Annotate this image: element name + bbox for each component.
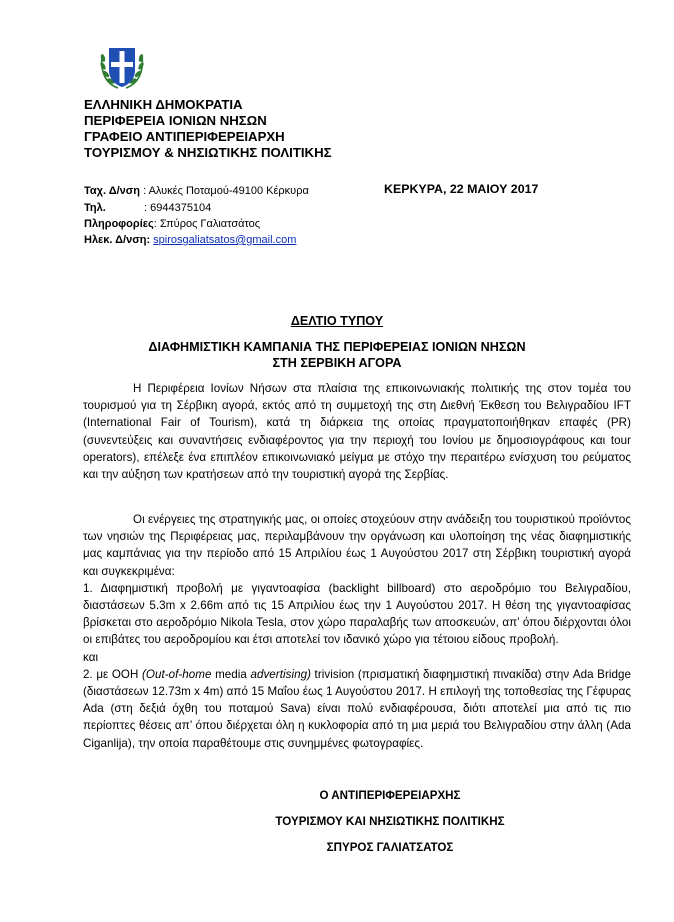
info-value: : Σπύρος Γαλιατσάτος bbox=[153, 218, 261, 230]
item2-rest: trivision (πρισματική διαφημιστική πινακίδα) στην Ada Bridge (διαστάσεων 12.73m x 4m) από 15 Μαΐου έως 1 Αυγούστου 2017. Η επιλογή της τοποθεσίας της Γέφυρας Ada (στη δεξιά όχθη του ποταμού Sava) είναι πολύ ενδιαφέρουσα, διότι αποτελεί μια από τις πιο περίοπτες θέσεις απ’ όπου διέρχεται όλη η κυκλοφορία από τη μια μεριά του Βελιγραδίου στην άλλη (Ada Ciganlija), την οποία παραθέτουμε στις συνημμένες φωτογραφίες. bbox=[83, 667, 631, 750]
signature-name: ΣΠΥΡΟΣ ΓΑΛΙΑΤΣΑΤΟΣ bbox=[326, 841, 454, 854]
body-paragraph-2 bbox=[83, 511, 631, 752]
email-label: Ηλεκ. Δ/νση: bbox=[84, 234, 151, 246]
email-line bbox=[84, 232, 296, 249]
list-item-trivision bbox=[83, 666, 631, 752]
header-line-region: ΠΕΡΙΦΕΡΕΙΑ ΙΟΝΙΩΝ ΝΗΣΩΝ bbox=[84, 113, 267, 128]
email-link[interactable]: spirosgaliatsatos@gmail.com bbox=[153, 234, 297, 246]
item2-italic-2: advertising) bbox=[250, 667, 311, 681]
conjunction-and: και bbox=[83, 650, 99, 664]
address-value: : Αλυκές Ποταμού-49100 Κέρκυρα bbox=[140, 185, 309, 197]
paragraph-intro: Η Περιφέρεια Ιονίων Νήσων στα πλαίσια της επικοινωνιακής πολιτικής της στον τομέα του τουρισμού για τη Σέρβικη αγορά, εκτός από τη συμμετοχή της στη Διεθνή Έκθεση του Βελιγραδίου IFT (International Fair of Tourism), κατά τη διάρκεια της οποίας πραγματοποιήθηκαν επαφές (PR) (συνεντεύξεις και συναντήσεις ενδιαφέροντος για την περιοχή του Ιονίου με δημοσιογράφους και tour operators), επέλεξε ένα επιπλέον επικοινωνιακό μείγμα με στόχο την περαιτέρω ενίσχυση του ρεύματος και την αύξηση των κρατήσεων από την τουριστική αγορά της Σερβίας. bbox=[83, 382, 631, 482]
subject-line-1: ΔΙΑΦΗΜΙΣΤΙΚΗ ΚΑΜΠΑΝΙΑ ΤΗΣ ΠΕΡΙΦΕΡΕΙΑΣ ΙΟΝΙΩΝ ΝΗΣΩΝ bbox=[148, 340, 526, 354]
document-type-title: ΔΕΛΤΙΟ ΤΥΠΟΥ bbox=[290, 314, 384, 328]
subject-line-2: ΣΤΗ ΣΕΡΒΙΚΗ ΑΓΟΡΑ bbox=[272, 356, 402, 370]
body-paragraph-1 bbox=[83, 380, 631, 483]
item2-mid: media bbox=[211, 667, 251, 681]
signature-title: Ο ΑΝΤΙΠΕΡΙΦΕΡΕΙΑΡΧΗΣ bbox=[319, 789, 461, 802]
header-line-office: ΓΡΑΦΕΙΟ ΑΝΤΙΠΕΡΙΦΕΡΕΙΑΡΧΗ bbox=[84, 129, 285, 144]
phone-line bbox=[84, 200, 212, 217]
phone-value: : 6944375104 bbox=[144, 202, 212, 214]
header-line-republic: ΕΛΛΗΝΙΚΗ ΔΗΜΟΚΡΑΤΙΑ bbox=[84, 97, 243, 112]
info-line bbox=[84, 216, 260, 233]
address-line bbox=[84, 183, 309, 200]
place-date: ΚΕΡΚΥΡΑ, 22 ΜΑΙΟΥ 2017 bbox=[384, 182, 539, 196]
info-label: Πληροφορίες bbox=[84, 218, 154, 230]
paragraph-strategy: Οι ενέργειες της στρατηγικής μας, οι οποίες στοχεύουν στην ανάδειξη του τουριστικού προϊόντος των νησιών της Περιφέρειας μας, περιλαμβάνουν την οργάνωση και υλοποίηση της νέας διαφημιστικής μας καμπάνιας για την περίοδο από 15 Απριλίου έως 1 Αυγούστου 2017 στη Σέρβικη τουριστική αγορά και συγκεκριμένα: bbox=[83, 513, 631, 578]
list-item-billboard: 1. Διαφημιστική προβολή με γιγαντοαφίσα (backlight billboard) στο αεροδρόμιο του Βελιγραδίου, διαστάσεων 5.3m x 2.66m από τις 15 Απριλίου έως την 1 Αυγούστου 2017. Η θέση της γιγαντοαφίσας βρίσκεται στο αεροδρόμιο Nikola Tesla, στον χώρο παραλαβής των αποσκευών, απ’ όπου διέρχονται όλοι οι επιβάτες του αεροδρομίου και έτσι αποτελεί τον ιδανικό χώρο για τέτοιου είδους προβολή. bbox=[83, 581, 631, 647]
item2-prefix: 2. με ΟΟΗ bbox=[83, 667, 142, 681]
greek-coat-of-arms-logo bbox=[98, 42, 146, 92]
header-line-department: ΤΟΥΡΙΣΜΟΥ & ΝΗΣΙΩΤΙΚΗΣ ΠΟΛΙΤΙΚΗΣ bbox=[84, 145, 332, 160]
item2-italic-1: (Out-of-home bbox=[141, 667, 212, 681]
phone-label: Τηλ. bbox=[84, 202, 106, 214]
signature-department: ΤΟΥΡΙΣΜΟΥ ΚΑΙ ΝΗΣΙΩΤΙΚΗΣ ΠΟΛΙΤΙΚΗΣ bbox=[275, 815, 505, 828]
address-label: Ταχ. Δ/νση bbox=[84, 185, 141, 197]
